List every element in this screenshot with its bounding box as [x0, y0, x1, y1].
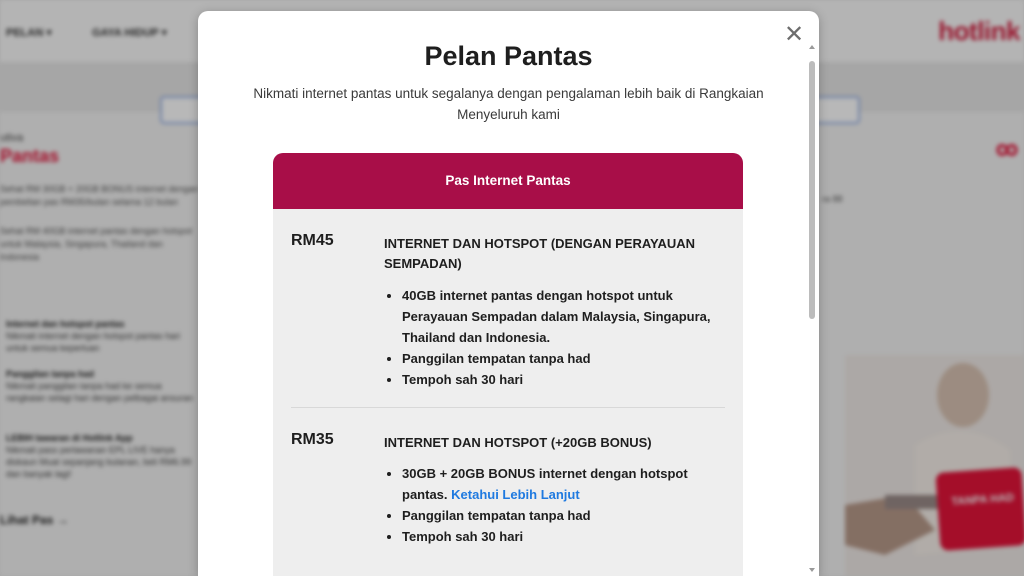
- plan-item: [291, 232, 725, 412]
- feature-desc: Nikmati pass perlawanan EPL LIVE hanya diskaun Muat sepanjang bulanan, beli RM6.99 dan banyak lagi!: [6, 445, 192, 479]
- modal-subtitle: Nikmati internet pantas untuk segalanya dengan pengalaman lebih baik di Rangkaian Menyeluruh kami: [253, 86, 764, 122]
- brand-logo[interactable]: hotlink: [938, 16, 1020, 46]
- section-eyebrow: utiva: [0, 132, 24, 144]
- nav-item-gaya-hidup[interactable]: GAYA HIDUP ▾: [92, 27, 168, 39]
- plan-feature: • 40GB internet pantas dengan hotspot untuk Perayauan Sempadan dalam Malaysia, Singapura, Thailand dan Indonesia.: [402, 285, 732, 348]
- nav-item-pelan[interactable]: PELAN ▾: [6, 27, 52, 39]
- modal-scrollbar[interactable]: [808, 45, 816, 572]
- see-pass-link[interactable]: Lihat Pas →: [0, 513, 69, 527]
- plan-feature: [402, 463, 732, 505]
- scroll-down-arrow-icon[interactable]: [809, 568, 815, 572]
- feature-title: Internet dan hotspot pantas: [6, 319, 125, 329]
- background-right-text: ra 88: [822, 194, 843, 204]
- plan-name: INTERNET DAN HOTSPOT (+20GB BONUS): [384, 435, 652, 450]
- feature-title: Panggilan tanpa had: [6, 369, 95, 379]
- plan-feature-text: 30GB + 20GB BONUS internet dengan hotspot pantas.: [402, 466, 688, 502]
- plan-card: [273, 153, 743, 576]
- section-heading: Pantas: [0, 146, 60, 166]
- plan-divider: [291, 407, 725, 408]
- plan-feature: • Panggilan tempatan tanpa had: [402, 348, 732, 369]
- plan-feature: • Tempoh sah 30 hari: [402, 369, 732, 390]
- section-paragraph-1: Sehat RM 30GB + 20GB BONUS internet dengan pembelian pas RM35/bulan selama 12 bulan: [0, 184, 199, 207]
- feature-desc: Nikmati panggilan tanpa had ke semua rangkaian selagi hari dengan pelbagai ansuran: [6, 381, 194, 403]
- learn-more-link[interactable]: Ketahui Lebih Lanjut: [451, 487, 580, 502]
- feature-title: LEBIH tawaran di Hotlink App: [6, 433, 133, 443]
- plan-feature: • Panggilan tempatan tanpa had: [402, 505, 732, 526]
- plan-price: RM45: [291, 232, 334, 249]
- plan-features: [384, 463, 732, 547]
- card-header: Pas Internet Pantas: [273, 153, 743, 209]
- plan-price: RM35: [291, 431, 334, 448]
- plan-item: [291, 431, 725, 576]
- plan-features: [384, 285, 732, 390]
- modal-title: Pelan Pantas: [424, 41, 593, 71]
- feature-desc: Nikmati internet dengan hotspot pantas hari untuk semua keperluan: [6, 331, 181, 353]
- scroll-thumb[interactable]: [809, 61, 815, 319]
- close-button[interactable]: ✕: [784, 21, 805, 48]
- promo-card: TANPA HAD: [935, 467, 1024, 551]
- plan-feature: • Tempoh sah 30 hari: [402, 526, 732, 547]
- plan-modal: [198, 11, 819, 576]
- plan-name: INTERNET DAN HOTSPOT (DENGAN PERAYAUAN SEMPADAN): [384, 236, 696, 271]
- section-paragraph-2: Sehat RM 40GB internet pantas dengan hotspot untuk Malaysia, Singapura, Thailand dan Indonesia: [0, 226, 193, 262]
